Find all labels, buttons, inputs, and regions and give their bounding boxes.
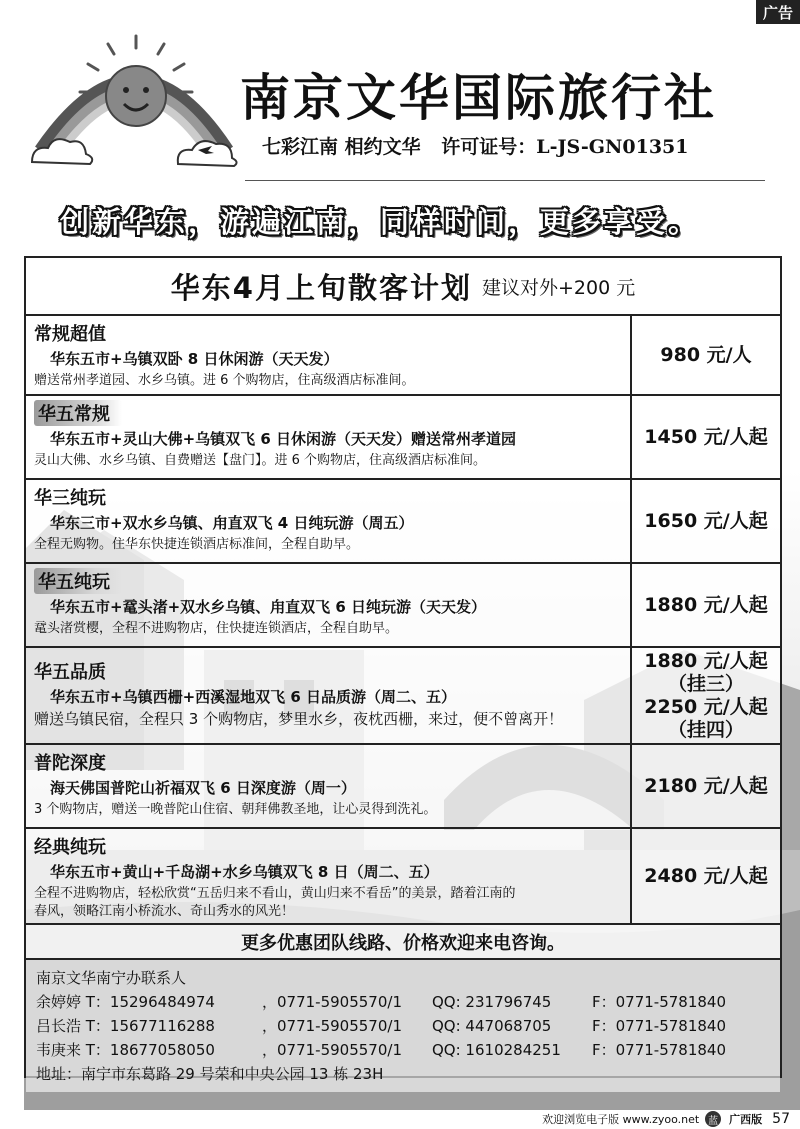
contact-office-phone: ，0771-5905570/1 bbox=[262, 1041, 402, 1059]
contact-office-phone: ，0771-5905570/1 bbox=[262, 1017, 402, 1035]
contact-address: 地址：南宁市东葛路 29 号荣和中央公园 13 栋 23H bbox=[36, 1065, 384, 1083]
price-note: （挂三） bbox=[667, 672, 744, 695]
price-note: （挂四） bbox=[667, 718, 744, 741]
plan-price bbox=[632, 396, 780, 478]
plan-route: 华东五市+鼋头渚+双水乡乌镇、甪直双飞 6 日纯玩游（天天发） bbox=[50, 598, 487, 616]
ad-tag: 广告 bbox=[756, 0, 800, 24]
contact-qq: QQ: 447068705 bbox=[432, 1017, 552, 1035]
contact-person bbox=[36, 990, 770, 1014]
plan-details bbox=[26, 316, 632, 394]
plan-price bbox=[632, 480, 780, 562]
contact-qq: QQ: 231796745 bbox=[432, 993, 552, 1011]
plan-route: 华东五市+灵山大佛+乌镇双飞 6 日休闲游（天天发）赠送常州孝道园 bbox=[50, 430, 517, 448]
price-text: 2180 元/人起 bbox=[644, 774, 768, 797]
plan-price bbox=[632, 648, 780, 743]
plan-route: 海天佛国普陀山祈福双飞 6 日深度游（周一） bbox=[50, 779, 356, 797]
plan-details bbox=[26, 829, 632, 923]
plan-name: 华五纯玩 bbox=[34, 568, 122, 594]
price-text: 2250 元/人起 bbox=[644, 695, 768, 718]
plan-price bbox=[632, 316, 780, 394]
price-text: 1880 元/人起 bbox=[644, 649, 768, 672]
tour-plan-row bbox=[26, 316, 780, 396]
agency-name: 南京文华国际旅行社 bbox=[240, 69, 717, 127]
page-footer bbox=[0, 1109, 800, 1129]
contact-fax: F：0771-5781840 bbox=[592, 1041, 727, 1059]
plan-name: 常规超值 bbox=[34, 324, 106, 345]
contact-person bbox=[36, 1038, 770, 1062]
brand-subtitle bbox=[262, 132, 702, 159]
plan-name: 普陀深度 bbox=[34, 753, 106, 774]
contact-office-phone: ，0771-5905570/1 bbox=[262, 993, 402, 1011]
more-info-banner: 更多优惠团队线路、价格欢迎来电咨询。 bbox=[26, 925, 780, 960]
plan-price bbox=[632, 745, 780, 827]
tour-plan-row bbox=[26, 829, 780, 925]
tour-plan-row bbox=[26, 480, 780, 564]
contact-name-phone: 吕长浩 T：15677116288 bbox=[36, 1017, 215, 1035]
plan-route: 华东五市+乌镇西栅+西溪湿地双飞 6 日品质游（周二、五） bbox=[50, 688, 457, 706]
price-text: 980 元/人 bbox=[660, 343, 752, 366]
sun-rainbow-logo bbox=[28, 30, 243, 170]
footer-website: 欢迎浏览电子版 www.zyoo.net bbox=[542, 1113, 700, 1126]
plan-details bbox=[26, 564, 632, 646]
plan-price bbox=[632, 829, 780, 923]
contact-person bbox=[36, 1014, 770, 1038]
plan-description: 赠送乌镇民宿，全程只 3 个购物店，梦里水乡，夜枕西栅，来过，便不曾离开！ bbox=[34, 710, 564, 728]
plan-route: 华东三市+双水乡乌镇、甪直双飞 4 日纯玩游（周五） bbox=[50, 514, 414, 532]
plan-details bbox=[26, 396, 632, 478]
plan-markup-note: 建议对外+200 元 bbox=[481, 276, 636, 299]
plan-header bbox=[26, 258, 780, 316]
plan-description: 全程无购物。住华东快捷连锁酒店标准间，全程自助早。 bbox=[34, 537, 360, 552]
contact-name-phone: 韦庚来 T：18677058050 bbox=[36, 1041, 215, 1059]
contact-fax: F：0771-5781840 bbox=[592, 993, 727, 1011]
contact-heading: 南京文华南宁办联系人 bbox=[36, 969, 187, 987]
plan-details bbox=[26, 648, 632, 743]
plan-description: 鼋头渚赏樱，全程不进购物店，住快捷连锁酒店，全程自助早。 bbox=[34, 621, 399, 636]
plan-description: 赠送常州孝道园、水乡乌镇。进 6 个购物店，住高级酒店标准间。 bbox=[34, 373, 415, 388]
plan-route: 华东五市+乌镇双卧 8 日休闲游（天天发） bbox=[50, 350, 339, 368]
plan-details bbox=[26, 745, 632, 827]
plan-details bbox=[26, 480, 632, 562]
slogan: 创新华东，游遍江南，同样时间，更多享受。 bbox=[60, 205, 701, 239]
plan-name: 经典纯玩 bbox=[34, 837, 106, 858]
plan-name: 华五品质 bbox=[34, 662, 106, 683]
header-divider bbox=[245, 180, 765, 181]
page-number: 57 bbox=[772, 1111, 790, 1127]
contact-name-phone: 余婷婷 T：15296484974 bbox=[36, 993, 215, 1011]
brand-motto: 七彩江南 相约文华 bbox=[262, 136, 421, 158]
plan-price bbox=[632, 564, 780, 646]
plan-description: 春风，领略江南小桥流水、奇山秀水的风光！ bbox=[34, 904, 295, 919]
tour-plan-row bbox=[26, 564, 780, 648]
tour-plan-row bbox=[26, 745, 780, 829]
footer-edition: 广西版 bbox=[729, 1113, 763, 1126]
plan-name: 华五常规 bbox=[34, 400, 122, 426]
contact-fax: F：0771-5781840 bbox=[592, 1017, 727, 1035]
contact-qq: QQ: 1610284251 bbox=[432, 1041, 561, 1059]
plan-route: 华东五市+黄山+千岛湖+水乡乌镇双飞 8 日（周二、五） bbox=[50, 863, 439, 881]
tour-plan-row bbox=[26, 648, 780, 745]
tour-plan-row bbox=[26, 396, 780, 480]
license-number: 许可证号：L-JS-GN01351 bbox=[441, 136, 689, 158]
plan-title: 华东4月上旬散客计划 bbox=[170, 270, 472, 305]
price-text: 1880 元/人起 bbox=[644, 593, 768, 616]
plan-description: 3 个购物店，赠送一晚普陀山住宿、朝拜佛教圣地，让心灵得到洗礼。 bbox=[34, 802, 437, 817]
plan-description: 灵山大佛、水乡乌镇、自费赠送【盘门】。进 6 个购物店，住高级酒店标准间。 bbox=[34, 453, 487, 468]
price-text: 1450 元/人起 bbox=[644, 425, 768, 448]
price-text: 1650 元/人起 bbox=[644, 509, 768, 532]
contact-section bbox=[26, 960, 780, 1092]
edition-badge-icon: 蓝 bbox=[705, 1111, 721, 1127]
plan-description: 全程不进购物店，轻松欣赏“五岳归来不看山，黄山归来不看岳”的美景，踏着江南的 bbox=[34, 886, 516, 901]
price-text: 2480 元/人起 bbox=[644, 864, 768, 887]
plan-name: 华三纯玩 bbox=[34, 488, 106, 509]
tour-plan-table bbox=[24, 256, 782, 1083]
